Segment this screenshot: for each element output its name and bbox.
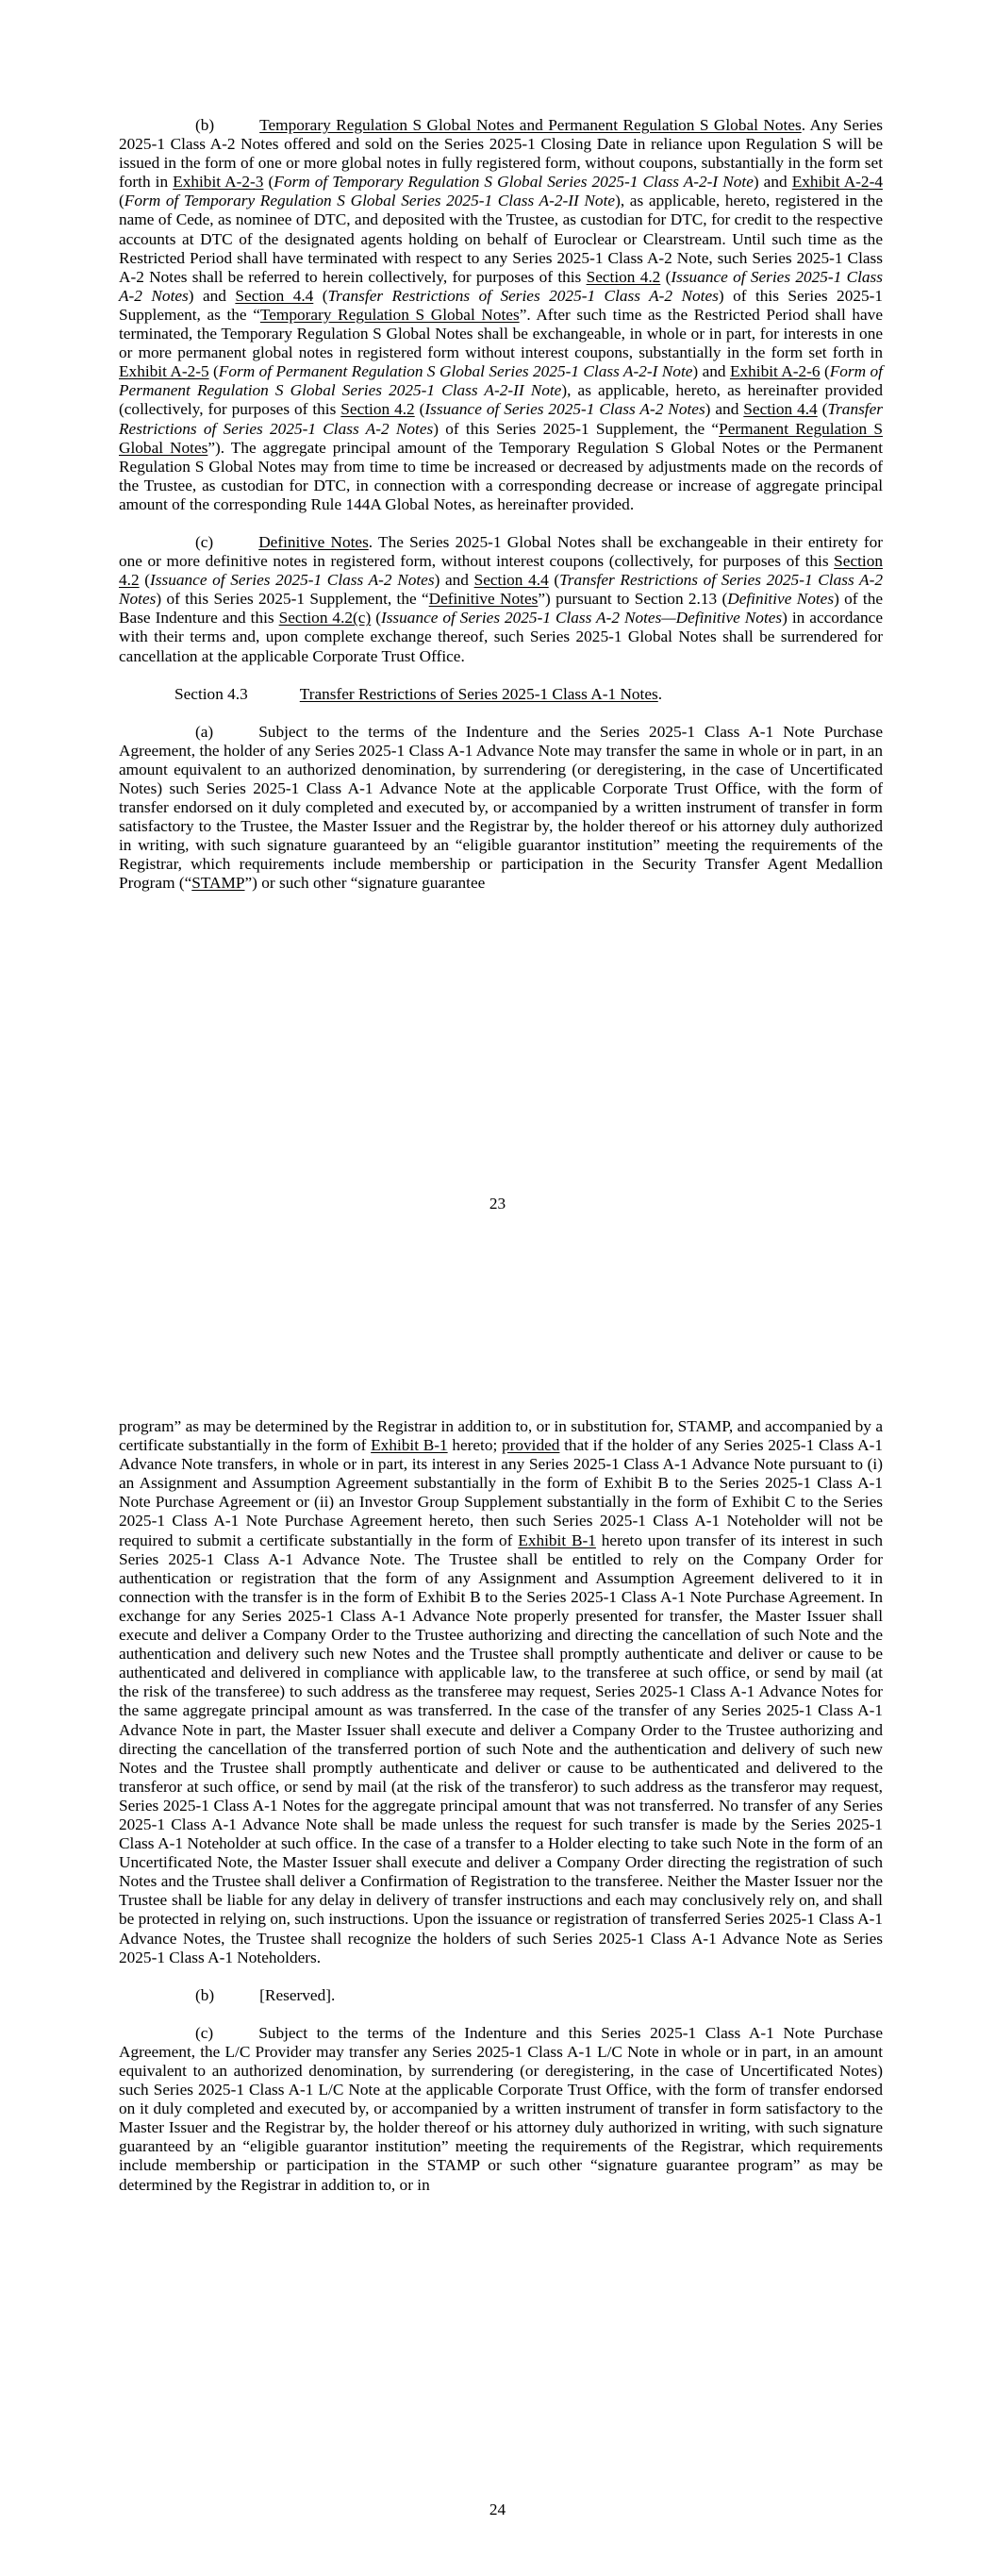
section-reference: Section 4.4	[743, 400, 818, 419]
paragraph-a-transfer-advance-notes: (a) Subject to the terms of the Indenture and the Series 2025-1 Class A-1 Note Purchase Agreement, the holder of any Series 2025-1 Class A-1 Advance Note may transfer the same in whole or in part, in an amount equivalent to an authorized denomination, by surrendering (or deregistering, in the case of Uncertificated Notes) such Series 2025-1 Class A-1 Advance Note at the applicable Corporate Trust Office, with the form of transfer endorsed on it duly completed and executed by, or accompanied by a written instrument of transfer in form satisfactory to the Trustee, the Master Issuer and the Registrar by, the holder thereof or his attorney duly authorized in writing, with such signature guaranteed by an “eligible guarantor institution” meeting the requirements of the Registrar, which requirements include membership or participation in the Security Transfer Agent Medallion Program (“STAMP”) or such other “signature guarantee	[119, 722, 883, 893]
paragraph-heading: Temporary Regulation S Global Notes and Permanent Regulation S Global Notes	[259, 116, 802, 134]
exhibit-reference: Exhibit A-2-4	[791, 173, 883, 192]
document-page-24	[0, 1288, 995, 2576]
exhibit-reference: Exhibit B-1	[518, 1531, 596, 1549]
defined-term: Definitive Notes	[428, 590, 539, 609]
paragraph-b-regulation-s-global-notes: (b) Temporary Regulation S Global Notes and Permanent Regulation S Global Notes. Any Series 2025-1 Class A-2 Notes offered and sold on the Series 2025-1 Closing Date in reliance upon Regulation S will be issued in the form of one or more global notes in fully registered form, without coupons, substantially in the form set forth in Exhibit A-2-3 (Form of Temporary Regulation S Global Series 2025-1 Class A-2-I Note) and Exhibit A-2-4 (Form of Temporary Regulation S Global Series 2025-1 Class A-2-II Note), as applicable, hereto, registered in the name of Cede, as nominee of DTC, and deposited with the Trustee, as custodian for DTC, for credit to the respective accounts at DTC of the designated agents holding on behalf of Euroclear or Clearstream. Until such time as the Restricted Period shall have terminated with respect to any Series 2025-1 Class A-2 Note, such Series 2025-1 Class A-2 Notes shall be referred to herein collectively, for purposes of this Section 4.2 (Issuance of Series 2025-1 Class A-2 Notes) and Section 4.4 (Transfer Restrictions of Series 2025-1 Class A-2 Notes) of this Series 2025-1 Supplement, as the “Temporary Regulation S Global Notes”. After such time as the Restricted Period shall have terminated, the Temporary Regulation S Global Notes shall be exchangeable, in whole or in part, for interests in one or more permanent global notes in registered form without interest coupons, substantially in the form set forth in Exhibit A-2-5 (Form of Permanent Regulation S Global Series 2025-1 Class A-2-I Note) and Exhibit A-2-6 (Form of Permanent Regulation S Global Series 2025-1 Class A-2-II Note), as applicable, hereto, as hereinafter provided (collectively, for purposes of this Section 4.2 (Issuance of Series 2025-1 Class A-2 Notes) and Section 4.4 (Transfer Restrictions of Series 2025-1 Class A-2 Notes) of this Series 2025-1 Supplement, the “Permanent Regulation S Global Notes”). The aggregate principal amount of the Temporary Regulation S Global Notes or the Permanent Regulation S Global Notes may from time to time be increased or decreased by adjustments made on the records of the Trustee, as custodian for DTC, in connection with a corresponding decrease or increase of aggregate principal amount of the corresponding Rule 144A Global Notes, as hereinafter provided.	[119, 116, 884, 513]
proviso-term: provided	[502, 1436, 560, 1455]
page-number: 24	[489, 2501, 506, 2518]
defined-term: Temporary Regulation S Global Notes	[259, 305, 520, 324]
section-reference: Section 4.4	[473, 571, 549, 590]
paragraph-label: (c)	[195, 532, 214, 551]
defined-term: STAMP	[191, 874, 245, 893]
section-reference: Section 4.2(c)	[278, 609, 372, 627]
paragraph-label: (b)	[195, 1985, 215, 2004]
section-reference: Section 4.2	[340, 400, 415, 419]
paragraph-label: (b)	[195, 116, 215, 134]
paragraph-label: (a)	[195, 722, 214, 741]
section-reference: Section 4.4	[235, 286, 314, 305]
paragraph-label: (c)	[195, 2023, 214, 2042]
section-reference: Section 4.2	[586, 267, 661, 286]
page-23-body	[119, 116, 883, 894]
section-label: Section 4.3	[174, 684, 248, 703]
exhibit-reference: Exhibit A-2-6	[729, 362, 821, 381]
section-4-3-heading: Section 4.3 Transfer Restrictions of Series 2025-1 Class A-1 Notes.	[174, 684, 663, 703]
paragraph-b-reserved: (b) [Reserved].	[195, 1985, 336, 2004]
exhibit-reference: Exhibit B-1	[371, 1436, 448, 1455]
page-number: 23	[489, 1195, 506, 1213]
paragraph-c-definitive-notes: (c) Definitive Notes. The Series 2025-1 Global Notes shall be exchangeable in their entirety for one or more definitive notes in registered form, without interest coupons (collectively, for purposes of this Section 4.2 (Issuance of Series 2025-1 Class A-2 Notes) and Section 4.4 (Transfer Restrictions of Series 2025-1 Class A-2 Notes) of this Series 2025-1 Supplement, the “Definitive Notes”) pursuant to Section 2.13 (Definitive Notes) of the Base Indenture and this Section 4.2(c) (Issuance of Series 2025-1 Class A-2 Notes—Definitive Notes) in accordance with their terms and, upon complete exchange thereof, such Series 2025-1 Global Notes shall be surrendered for cancellation at the applicable Corporate Trust Office.	[119, 532, 883, 665]
paragraph-heading: Definitive Notes	[258, 532, 369, 551]
paragraph-a-continued: program” as may be determined by the Registrar in addition to, or in substitution for, STAMP, and accompanied by a certificate substantially in the form of Exhibit B-1 hereto; provided that if the holder of any Series 2025-1 Class A-1 Advance Note transfers, in whole or in part, its interest in any Series 2025-1 Class A-1 Advance Note pursuant to (i) an Assignment and Assumption Agreement substantially in the form of Exhibit B to the Series 2025-1 Class A-1 Note Purchase Agreement or (ii) an Investor Group Supplement substantially in the form of Exhibit C to the Series 2025-1 Class A-1 Note Purchase Agreement hereto, then such Series 2025-1 Class A-1 Noteholder will not be required to submit a certificate substantially in the form of Exhibit B-1 hereto upon transfer of its interest in such Series 2025-1 Class A-1 Advance Note. The Trustee shall be entitled to rely on the Company Order for authentication or registration that the form of any Assignment and Assumption Agreement delivered to it in connection with the transfer is in the form of Exhibit B to the Series 2025-1 Class A-1 Note Purchase Agreement. In exchange for any Series 2025-1 Class A-1 Advance Note properly presented for transfer, the Master Issuer shall execute and deliver a Company Order to the Trustee authorizing and directing the cancellation of such Note and the authentication and delivery such new Notes and the Trustee shall promptly authenticate and deliver or cause to be authenticated and delivered in compliance with applicable law, to the transferee at such office, or send by mail (at the risk of the transferee) to such address as the transferee may request, Series 2025-1 Class A-1 Advance Notes for the same aggregate principal amount as was transferred. In the case of the transfer of any Series 2025-1 Class A-1 Advance Note in part, the Master Issuer shall execute and deliver a Company Order to the Trustee authorizing and directing the cancellation of the transferred portion of such Note and the authentication and delivery of such new Notes and the Trustee shall promptly authenticate and deliver or cause to be authenticated and delivered to the transferor at such office, or send by mail (at the risk of the transferor) to such address as the transferor may request, Series 2025-1 Class A-1 Notes for the aggregate principal amount that was not transferred. No transfer of any Series 2025-1 Class A-1 Advance Note shall be made unless the request for such transfer is made by the Series 2025-1 Class A-1 Noteholder at such office. In the case of a transfer to a Holder electing to take such Note in the form of an Uncertificated Note, the Master Issuer shall execute and deliver a Company Order directing the registration of such Notes and the Trustee shall deliver a Confirmation of Registration to the transferee. Neither the Master Issuer nor the Trustee shall be liable for any delay in delivery of transfer instructions and each may conclusively rely on, and shall be protected in relying on, such instructions. Upon the issuance or registration of transferred Series 2025-1 Class A-1 Advance Notes, the Trustee shall recognize the holders of such Series 2025-1 Class A-1 Advance Note as Series 2025-1 Class A-1 Noteholders.	[119, 1417, 884, 1966]
section-reference: Section 4.2	[119, 552, 883, 590]
page-24-body	[119, 1417, 883, 2195]
section-title: Transfer Restrictions of Series 2025-1 Class A-1 Notes	[299, 684, 658, 703]
exhibit-reference: Exhibit A-2-3	[173, 173, 264, 192]
exhibit-reference: Exhibit A-2-5	[119, 362, 209, 381]
paragraph-c-transfer-lc-notes: (c) Subject to the terms of the Indenture and this Series 2025-1 Class A-1 Note Purchase Agreement, the L/C Provider may transfer any Series 2025-1 Class A-1 L/C Note in whole or in part, in an amount equivalent to an authorized denomination, by surrendering (or deregistering, in the case of Uncertificated Notes) such Series 2025-1 Class A-1 L/C Note at the applicable Corporate Trust Office, with the form of transfer endorsed on it duly completed and executed by, or accompanied by a written instrument of transfer in form satisfactory to the Master Issuer and the Registrar by, the holder thereof or his attorney duly authorized in writing, with such signature guaranteed by an “eligible guarantor institution” meeting the requirements of the Registrar, which requirements include membership or participation in the STAMP or such other “signature guarantee program” as may be determined by the Registrar in addition to, or in	[119, 2023, 883, 2194]
defined-term: Permanent Regulation S Global Notes	[119, 419, 883, 457]
